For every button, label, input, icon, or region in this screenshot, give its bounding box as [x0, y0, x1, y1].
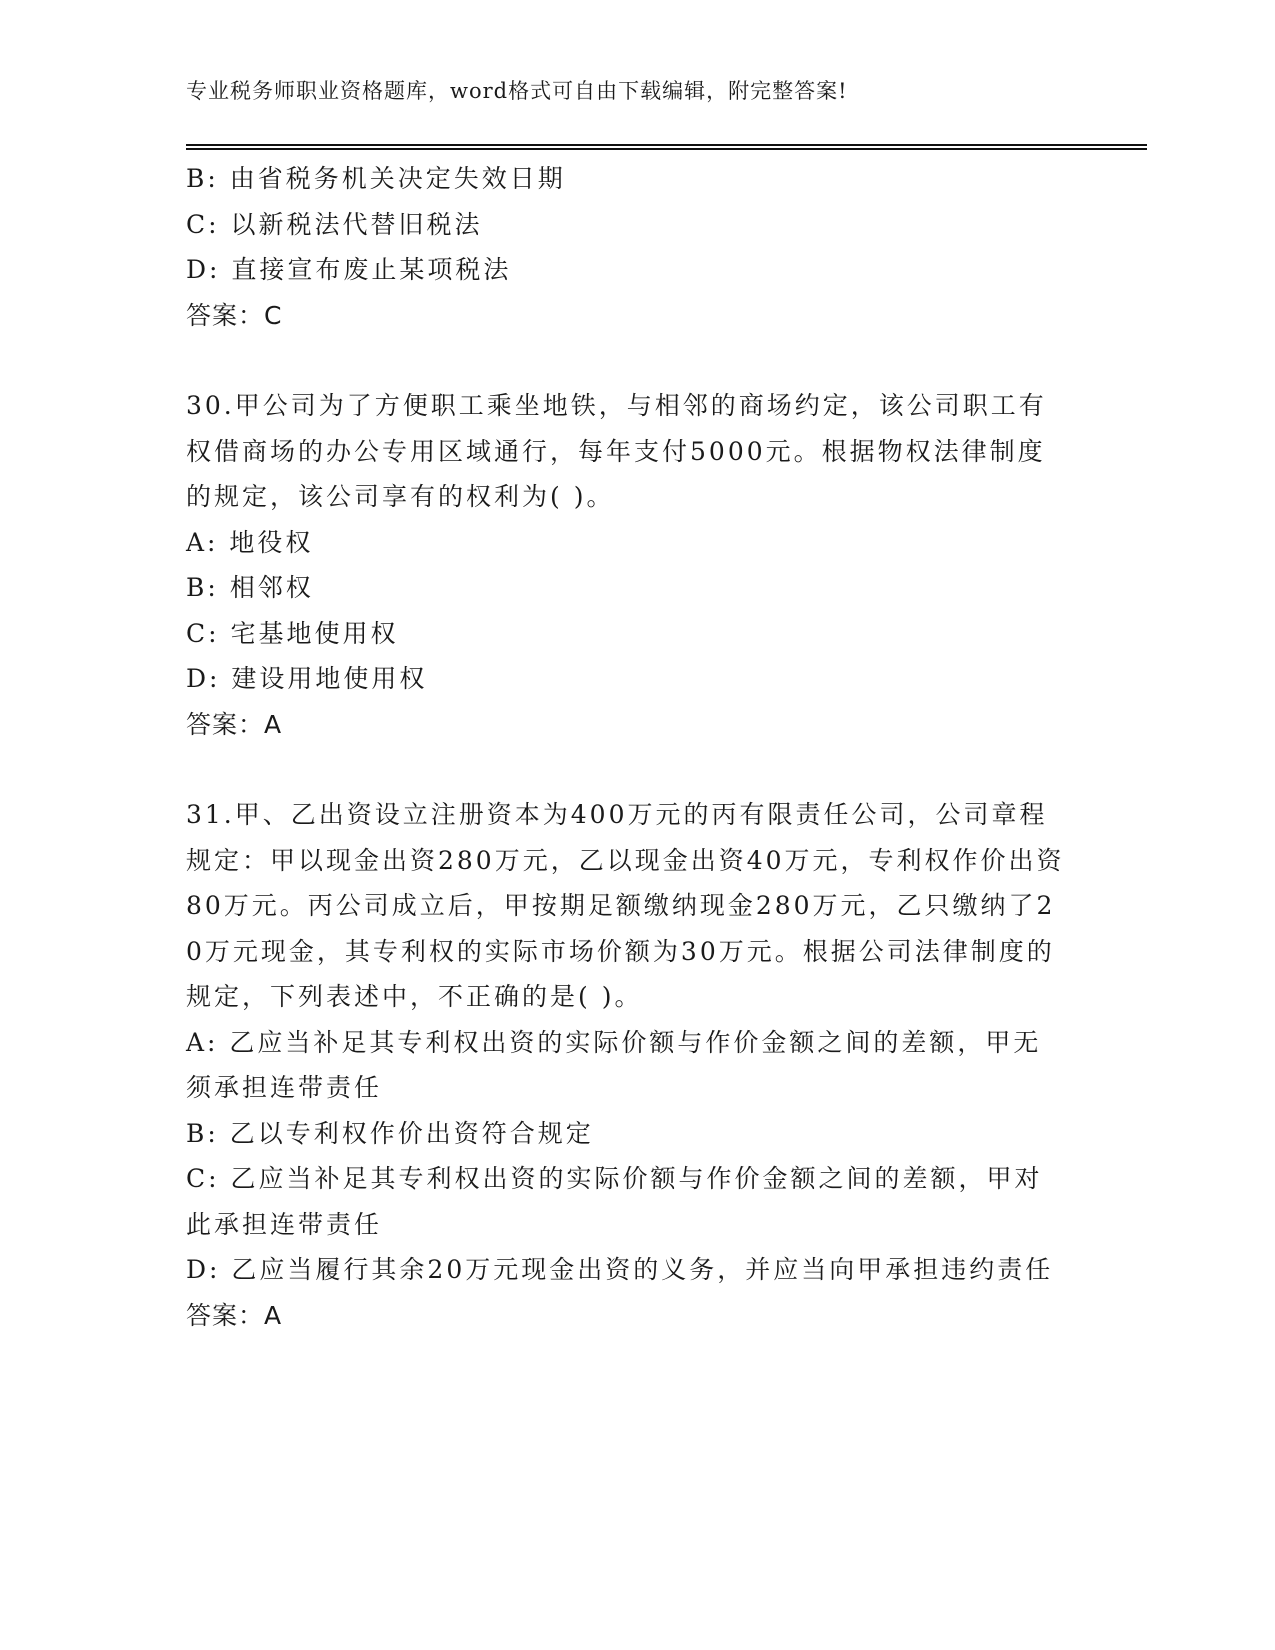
page-header-title: 专业税务师职业资格题库，word格式可自由下载编辑，附完整答案! — [186, 79, 848, 103]
option-a: A: 乙应当补足其专利权出资的实际价额与作价金额之间的差额，甲无须承担连带责任 — [186, 1027, 1042, 1102]
question-31 — [186, 792, 1086, 1338]
question-stem: 30.甲公司为了方便职工乘坐地铁，与相邻的商场约定，该公司职工有权借商场的办公专用区域通行，每年支付5000元。根据物权法律制度的规定，该公司享有的权利为( )。 — [186, 391, 1047, 511]
option-b: B: 由省税务机关决定失效日期 — [186, 164, 566, 193]
question-stem: 31.甲、乙出资设立注册资本为400万元的丙有限责任公司，公司章程规定：甲以现金出资280万元，乙以现金出资40万元，专利权作价出资80万元。丙公司成立后，甲按期足额缴纳现金280万元，乙只缴纳了20万元现金，其专利权的实际市场价额为30万元。根据公司法律制度的规定，下列表述中，不正确的是( )。 — [186, 800, 1065, 1011]
answer-label: 答案：A — [186, 1300, 283, 1330]
option-c: C: 以新税法代替旧税法 — [186, 209, 483, 239]
option-d: D: 建设用地使用权 — [186, 664, 428, 693]
answer-label: 答案：A — [186, 709, 283, 739]
option-c: C: 宅基地使用权 — [186, 618, 399, 648]
header-divider — [186, 144, 1147, 150]
option-b: B: 相邻权 — [186, 573, 314, 602]
carryover-question — [186, 156, 1086, 338]
question-30 — [186, 383, 1086, 747]
document-body — [186, 156, 1086, 1338]
answer-label: 答案：C — [186, 300, 283, 330]
option-d: D: 乙应当履行其余20万元现金出资的义务，并应当向甲承担违约责任 — [186, 1255, 1054, 1284]
option-b: B: 乙以专利权作价出资符合规定 — [186, 1118, 594, 1148]
option-c: C: 乙应当补足其专利权出资的实际价额与作价金额之间的差额，甲对此承担连带责任 — [186, 1164, 1043, 1239]
option-a: A: 地役权 — [186, 527, 314, 557]
option-d: D: 直接宣布废止某项税法 — [186, 255, 512, 284]
